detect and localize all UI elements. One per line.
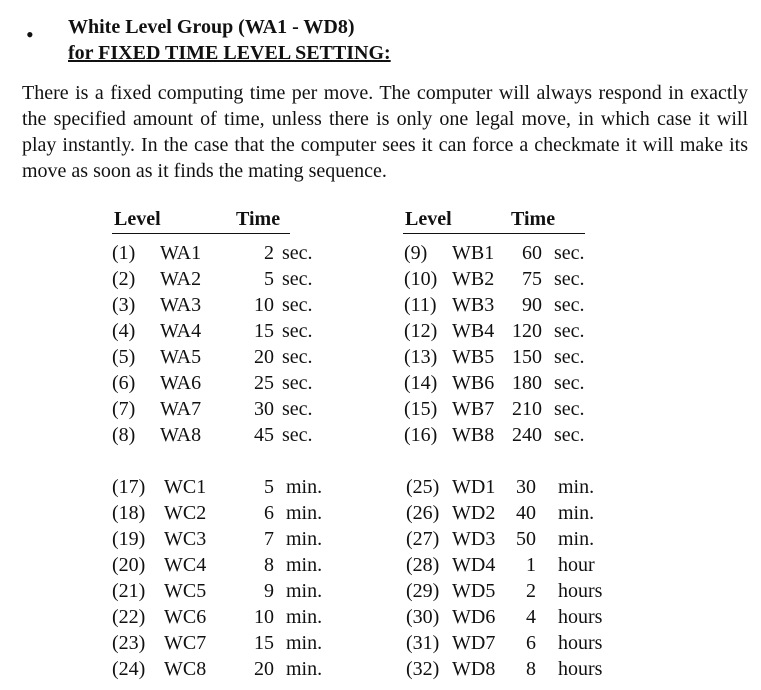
level-number: (26) bbox=[406, 502, 440, 524]
level-code: WC1 bbox=[164, 476, 207, 498]
level-code: WB6 bbox=[452, 372, 495, 394]
level-time-unit: sec. bbox=[282, 398, 313, 420]
level-number: (2) bbox=[112, 268, 136, 290]
level-time-unit: sec. bbox=[554, 268, 585, 290]
level-time-unit: sec. bbox=[554, 372, 585, 394]
level-code: WA1 bbox=[160, 242, 202, 264]
level-code: WD6 bbox=[452, 606, 496, 628]
bullet-marker: • bbox=[26, 22, 34, 47]
level-time-unit: hours bbox=[558, 606, 603, 628]
level-time-unit: min. bbox=[558, 476, 595, 498]
level-time-value: 6 bbox=[526, 632, 536, 654]
level-code: WA3 bbox=[160, 294, 202, 316]
level-code: WA6 bbox=[160, 372, 202, 394]
level-number: (18) bbox=[112, 502, 146, 524]
level-code: WD2 bbox=[452, 502, 496, 524]
level-time-value: 8 bbox=[526, 658, 536, 680]
level-code: WA7 bbox=[160, 398, 202, 420]
level-code: WD3 bbox=[452, 528, 496, 550]
level-time-unit: min. bbox=[286, 528, 323, 550]
level-number: (14) bbox=[404, 372, 438, 394]
level-number: (29) bbox=[406, 580, 440, 602]
level-time-value: 10 bbox=[254, 294, 274, 316]
level-code: WD1 bbox=[452, 476, 496, 498]
level-time-value: 8 bbox=[264, 554, 274, 576]
level-code: WD7 bbox=[452, 632, 496, 654]
level-time-value: 2 bbox=[526, 580, 536, 602]
level-time-value: 150 bbox=[512, 346, 542, 368]
level-number: (20) bbox=[112, 554, 146, 576]
level-number: (28) bbox=[406, 554, 440, 576]
level-time-unit: sec. bbox=[554, 320, 585, 342]
level-number: (27) bbox=[406, 528, 440, 550]
description-paragraph: There is a fixed computing time per move. The computer will always respond in exactly the specified amount of time, unless there is only one legal move, in which case it will play instantly. In the case that the computer sees it can force a checkmate it will make its move as soon as it finds the mating sequence. bbox=[22, 82, 748, 182]
level-time-unit: min. bbox=[286, 632, 323, 654]
level-time-unit: sec. bbox=[282, 294, 313, 316]
level-number: (24) bbox=[112, 658, 146, 680]
level-time-unit: sec. bbox=[282, 424, 313, 446]
level-time-unit: hours bbox=[558, 658, 603, 680]
level-time-value: 210 bbox=[512, 398, 542, 420]
level-code: WB1 bbox=[452, 242, 495, 264]
level-number: (32) bbox=[406, 658, 440, 680]
level-code: WC3 bbox=[164, 528, 207, 550]
level-code: WD4 bbox=[452, 554, 496, 576]
level-time-unit: sec. bbox=[554, 294, 585, 316]
right-header-rule bbox=[403, 233, 585, 234]
level-time-value: 25 bbox=[254, 372, 274, 394]
level-number: (3) bbox=[112, 294, 136, 316]
level-time-unit: sec. bbox=[554, 242, 585, 264]
level-time-value: 9 bbox=[264, 580, 274, 602]
level-number: (31) bbox=[406, 632, 440, 654]
level-time-value: 45 bbox=[254, 424, 274, 446]
level-time-value: 5 bbox=[264, 268, 274, 290]
level-code: WA2 bbox=[160, 268, 202, 290]
left-header-rule bbox=[112, 233, 290, 234]
level-code: WC2 bbox=[164, 502, 207, 524]
level-time-unit: min. bbox=[286, 606, 323, 628]
level-time-value: 50 bbox=[516, 528, 536, 550]
level-time-value: 90 bbox=[522, 294, 542, 316]
level-time-value: 40 bbox=[516, 502, 536, 524]
level-code: WC4 bbox=[164, 554, 207, 576]
level-code: WA5 bbox=[160, 346, 202, 368]
right-level-header: Level bbox=[405, 208, 452, 230]
level-code: WB2 bbox=[452, 268, 495, 290]
level-time-value: 10 bbox=[254, 606, 274, 628]
level-code: WC7 bbox=[164, 632, 207, 654]
level-code: WC8 bbox=[164, 658, 207, 680]
level-time-unit: min. bbox=[286, 580, 323, 602]
level-code: WC6 bbox=[164, 606, 207, 628]
level-time-unit: min. bbox=[286, 476, 323, 498]
level-code: WB3 bbox=[452, 294, 495, 316]
level-time-unit: sec. bbox=[282, 268, 313, 290]
level-time-value: 15 bbox=[254, 632, 274, 654]
level-time-unit: hours bbox=[558, 580, 603, 602]
level-number: (12) bbox=[404, 320, 438, 342]
level-code: WB4 bbox=[452, 320, 495, 342]
level-number: (6) bbox=[112, 372, 136, 394]
level-time-value: 75 bbox=[522, 268, 542, 290]
level-number: (11) bbox=[404, 294, 437, 316]
level-number: (22) bbox=[112, 606, 146, 628]
level-time-value: 30 bbox=[516, 476, 536, 498]
level-number: (16) bbox=[404, 424, 438, 446]
level-number: (19) bbox=[112, 528, 146, 550]
level-time-unit: min. bbox=[558, 528, 595, 550]
right-time-header: Time bbox=[511, 208, 556, 230]
level-time-unit: sec. bbox=[554, 398, 585, 420]
level-time-value: 6 bbox=[264, 502, 274, 524]
level-time-unit: min. bbox=[286, 554, 323, 576]
level-number: (7) bbox=[112, 398, 136, 420]
level-code: WD8 bbox=[452, 658, 496, 680]
level-time-unit: sec. bbox=[282, 346, 313, 368]
level-number: (9) bbox=[404, 242, 428, 264]
level-time-unit: hours bbox=[558, 632, 603, 654]
left-time-header: Time bbox=[236, 208, 281, 230]
level-code: WC5 bbox=[164, 580, 207, 602]
level-number: (8) bbox=[112, 424, 136, 446]
level-time-unit: sec. bbox=[554, 424, 585, 446]
level-time-unit: sec. bbox=[282, 372, 313, 394]
level-number: (4) bbox=[112, 320, 136, 342]
level-code: WB5 bbox=[452, 346, 495, 368]
level-time-value: 60 bbox=[522, 242, 542, 264]
level-time-unit: sec. bbox=[554, 346, 585, 368]
left-level-header: Level bbox=[114, 208, 161, 230]
level-time-value: 15 bbox=[254, 320, 274, 342]
level-time-value: 30 bbox=[254, 398, 274, 420]
section-subtitle: for FIXED TIME LEVEL SETTING: bbox=[68, 42, 391, 64]
level-time-unit: hour bbox=[558, 554, 595, 576]
level-number: (1) bbox=[112, 242, 136, 264]
level-number: (13) bbox=[404, 346, 438, 368]
level-time-unit: min. bbox=[558, 502, 595, 524]
level-code: WB7 bbox=[452, 398, 495, 420]
level-time-value: 2 bbox=[264, 242, 274, 264]
level-time-value: 20 bbox=[254, 658, 274, 680]
level-time-value: 180 bbox=[512, 372, 542, 394]
level-number: (15) bbox=[404, 398, 438, 420]
level-number: (17) bbox=[112, 476, 146, 498]
level-time-value: 1 bbox=[526, 554, 536, 576]
level-code: WB8 bbox=[452, 424, 495, 446]
level-time-value: 240 bbox=[512, 424, 542, 446]
level-time-unit: sec. bbox=[282, 320, 313, 342]
level-number: (10) bbox=[404, 268, 438, 290]
level-time-unit: min. bbox=[286, 658, 323, 680]
level-time-value: 20 bbox=[254, 346, 274, 368]
level-code: WD5 bbox=[452, 580, 496, 602]
section-title: White Level Group (WA1 - WD8) bbox=[68, 16, 355, 38]
level-number: (5) bbox=[112, 346, 136, 368]
level-time-value: 7 bbox=[264, 528, 274, 550]
level-code: WA4 bbox=[160, 320, 202, 342]
level-code: WA8 bbox=[160, 424, 202, 446]
level-time-value: 4 bbox=[526, 606, 536, 628]
level-number: (23) bbox=[112, 632, 146, 654]
level-number: (30) bbox=[406, 606, 440, 628]
level-time-unit: min. bbox=[286, 502, 323, 524]
level-time-unit: sec. bbox=[282, 242, 313, 264]
level-number: (25) bbox=[406, 476, 440, 498]
level-time-value: 120 bbox=[512, 320, 542, 342]
level-time-value: 5 bbox=[264, 476, 274, 498]
level-number: (21) bbox=[112, 580, 146, 602]
